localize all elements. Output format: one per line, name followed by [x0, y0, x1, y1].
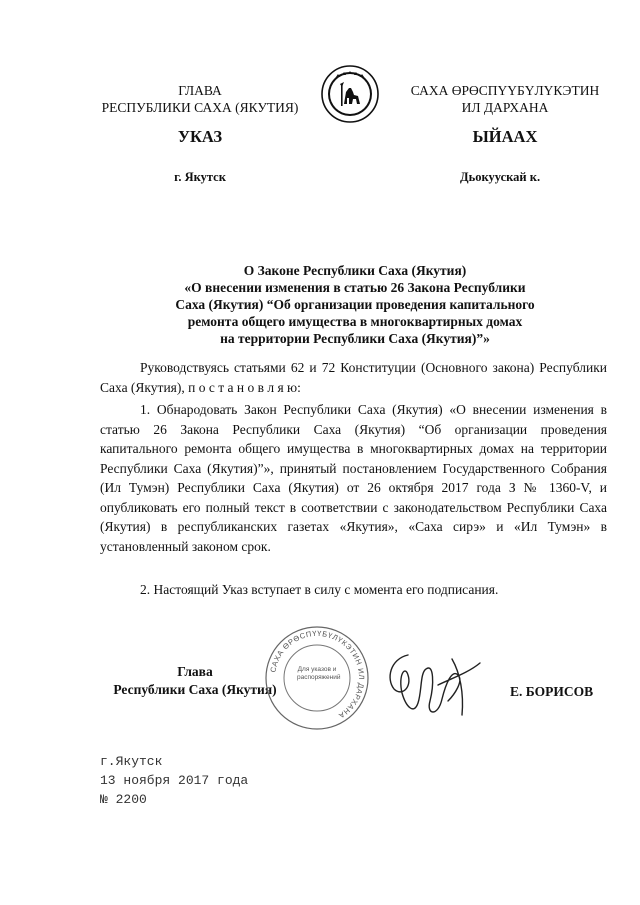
signatory-title-line1: Глава — [177, 664, 213, 679]
footer-block — [100, 752, 350, 809]
coat-of-arms-emblem — [320, 64, 380, 124]
header-right-line1: САХА ӨРӨСПҮҮБҮЛҮКЭТИН — [410, 83, 600, 98]
footer-number: № 2200 — [100, 792, 147, 807]
stamp-center-text: Для указов и распоряжений — [297, 666, 341, 681]
header-city-left: г. Якутск — [174, 170, 226, 184]
doc-type-yiaakh: ЫЙААХ — [472, 127, 538, 146]
item-2-paragraph: 2. Настоящий Указ вступает в силу с момента его подписания. — [140, 582, 499, 597]
footer-city: г.Якутск — [100, 754, 163, 769]
official-stamp — [263, 624, 371, 732]
title-line: Саха (Якутия) “Об организации проведения капитального — [175, 297, 535, 312]
header-left-line2: РЕСПУБЛИКИ САХА (ЯКУТИЯ) — [101, 100, 299, 115]
title-line: ремонта общего имущества в многоквартирных домах — [187, 314, 523, 329]
preamble-paragraph: Руководствуясь статьями 62 и 72 Конституции (Основного закона) Республики Саха (Якутия), п о с т а н о в л я ю: — [100, 360, 607, 395]
signatory-name: Е. БОРИСОВ — [510, 684, 594, 699]
title-line: О Законе Республики Саха (Якутия) — [243, 263, 467, 278]
header-right-line2: ИЛ ДАРХАНА — [461, 100, 549, 115]
header-left-line1: ГЛАВА — [178, 83, 222, 98]
signatory-title-line2: Республики Саха (Якутия) — [113, 682, 277, 697]
stamp-ring-text: САХА ӨРӨСПҮҮБҮЛҮКЭТИН ИЛ ДАРХАНА — [268, 628, 367, 721]
document-title — [90, 262, 620, 347]
title-line: на территории Республики Саха (Якутия)”» — [220, 331, 490, 346]
doc-type-ukaz: УКАЗ — [177, 127, 223, 146]
signatory-title — [100, 663, 290, 699]
handwritten-signature — [378, 645, 488, 725]
header-city-right: Дьокуускай к. — [460, 170, 541, 184]
header-left — [90, 82, 310, 116]
footer-date: 13 ноября 2017 года — [100, 773, 249, 788]
title-line: «О внесении изменения в статью 26 Закона Республики — [184, 280, 526, 295]
header-right — [390, 82, 620, 116]
item-1-paragraph: 1. Обнародовать Закон Республики Саха (Якутия) «О внесении изменения в статью 26 Закона Республики Саха (Якутия) “Об организации проведения капитального ремонта общего имущества в многоквартирных домах на территории Республики Саха (Якутия)”», принятый постановлением Государственного Собрания (Ил Тумэн) Республики Саха (Якутия) от 26 октября 2017 года З № 1360-V, и опубликовать его полный текст в соответствии с законодательством Республики Саха (Якутия) в республиканских газетах «Якутия», «Саха сирэ» и «Ил Тумэн» в установленный законом срок. — [100, 402, 607, 554]
